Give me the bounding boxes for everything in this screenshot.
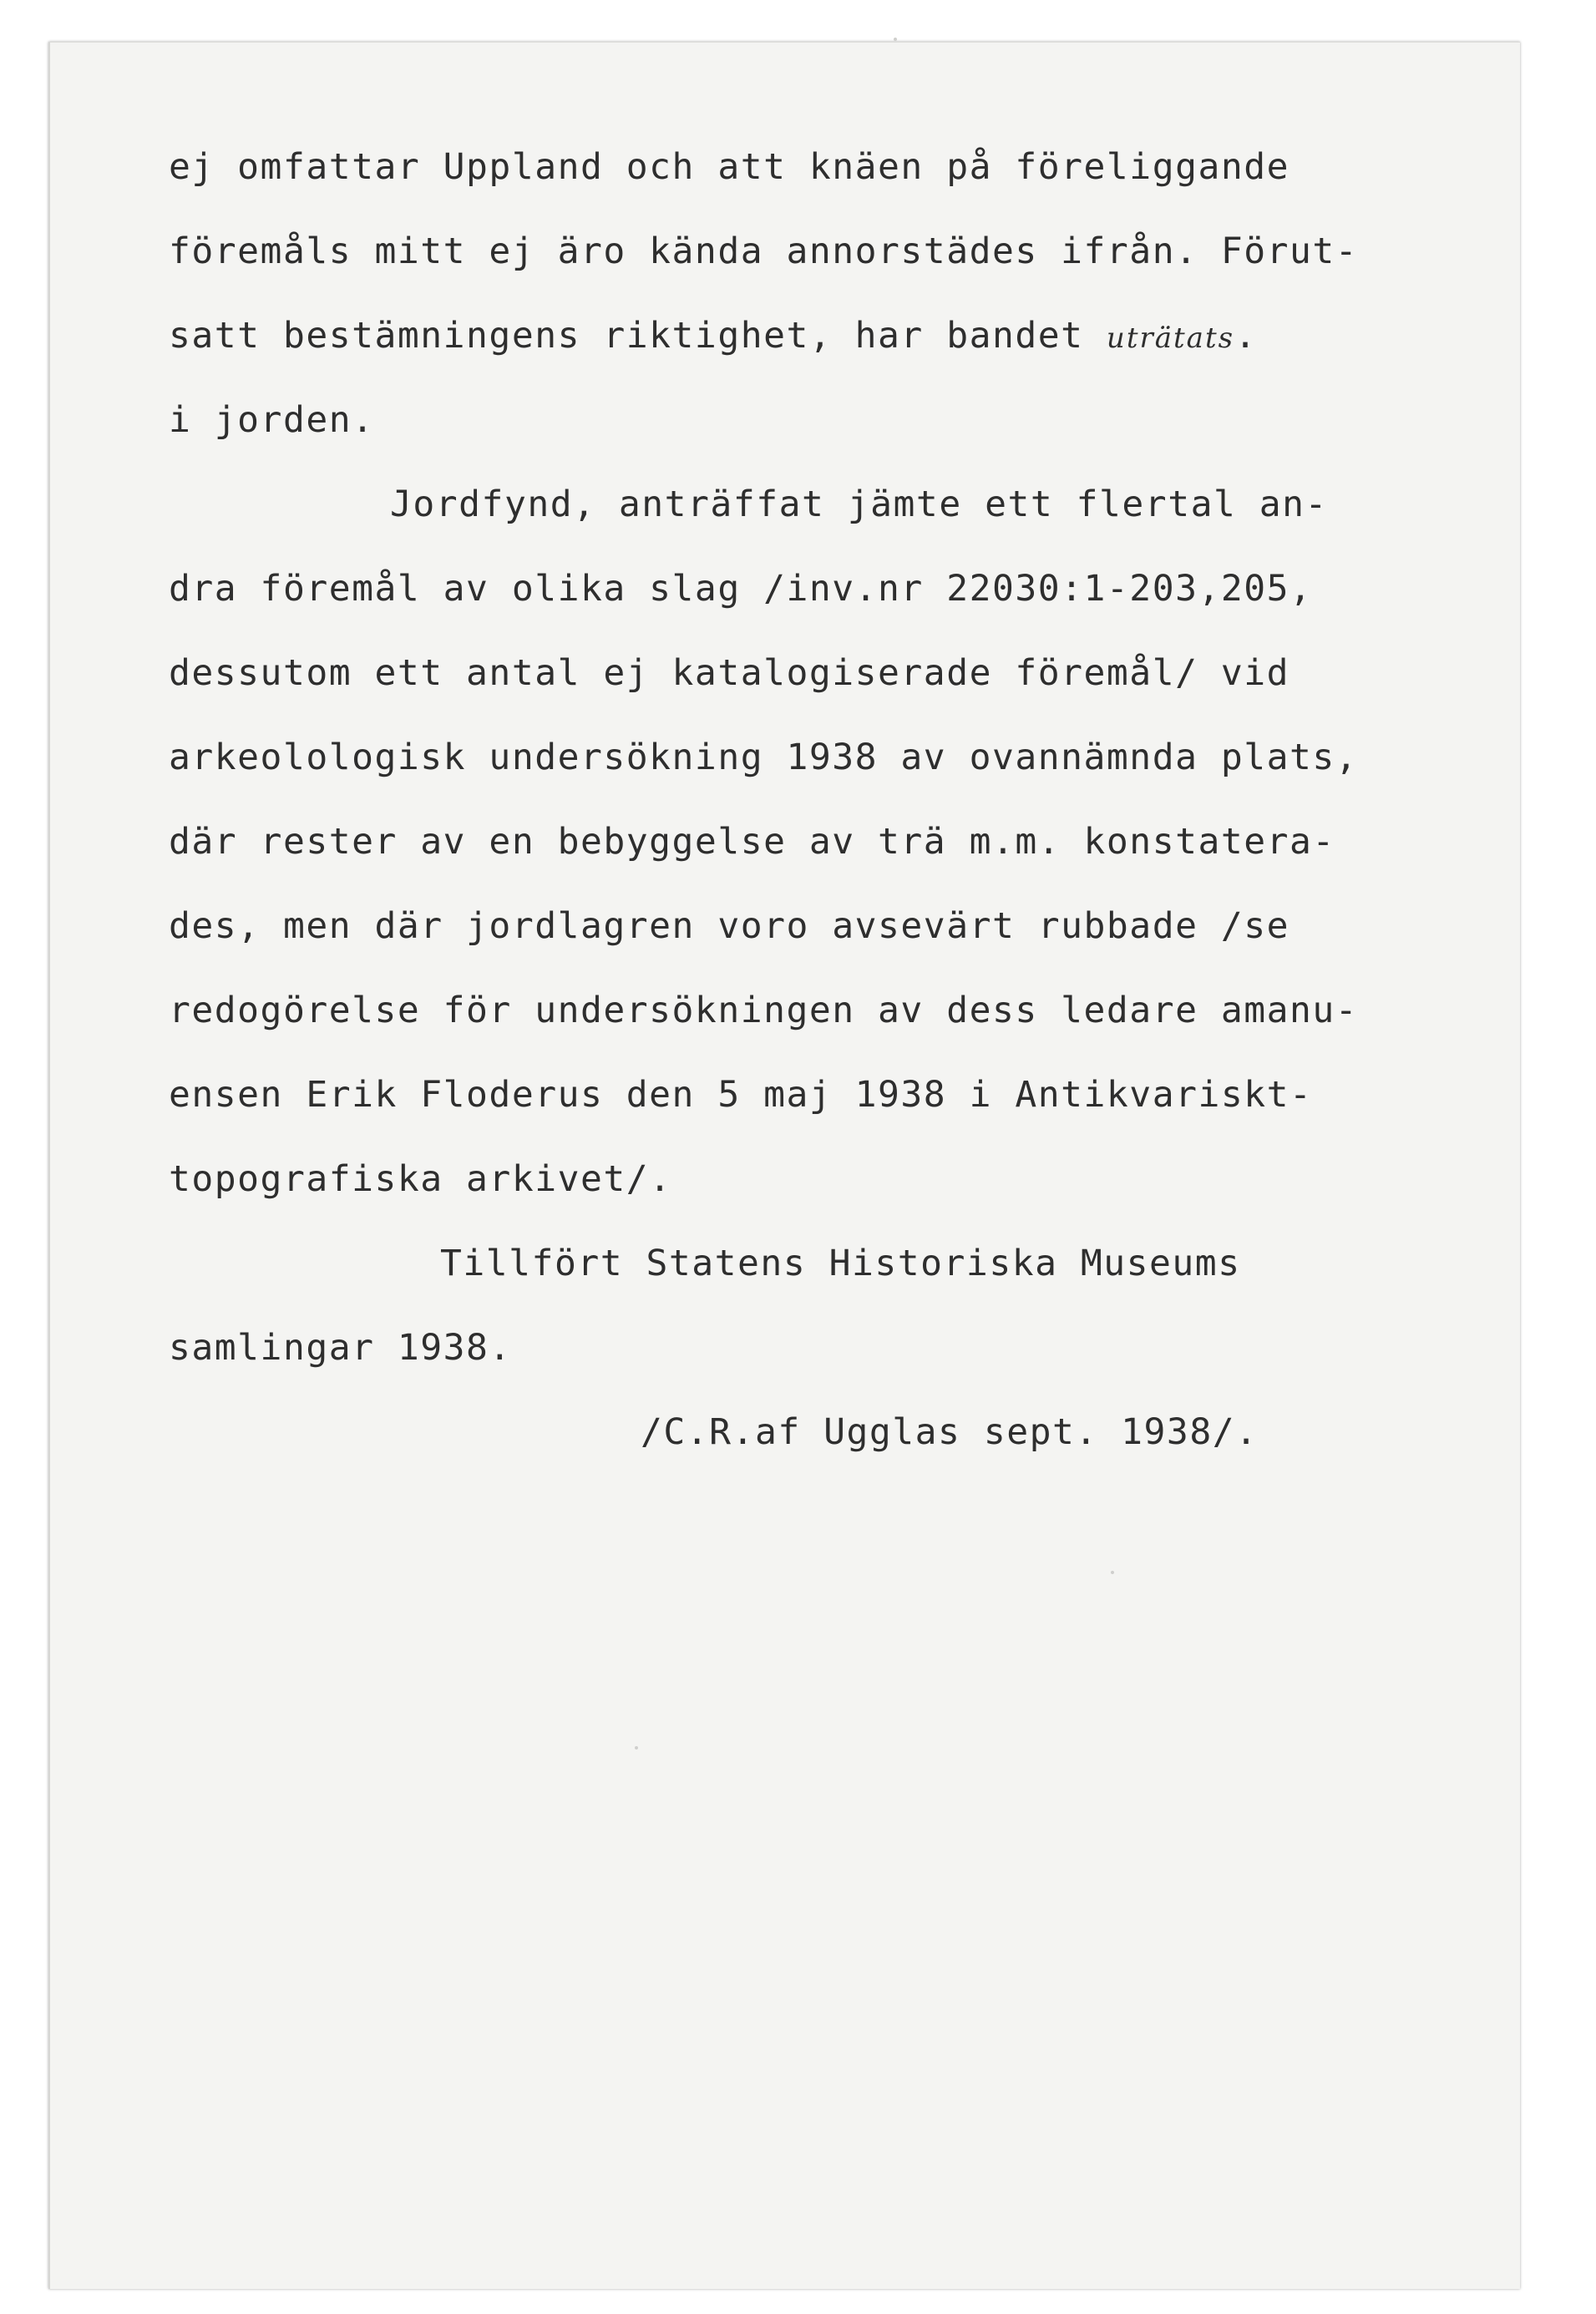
text-line: topografiska arkivet/. — [169, 1158, 672, 1200]
text-line: redogörelse för undersökningen av dess ledare amanu- — [169, 990, 1359, 1031]
paper-speck — [1111, 1571, 1114, 1574]
text-line: arkeolologisk undersökning 1938 av ovannämnda plats, — [169, 737, 1359, 778]
paragraph-start-line: Jordfynd, anträffat jämte ett flertal an- — [390, 484, 1328, 525]
text-line: där rester av en bebyggelse av trä m.m. konstatera- — [169, 821, 1335, 863]
text-line: dessutom ett antal ej katalogiserade föremål/ vid — [169, 652, 1290, 694]
text-line: ensen Erik Floderus den 5 maj 1938 i Antikvariskt- — [169, 1074, 1313, 1116]
text-line — [169, 294, 1505, 378]
text-line-end: . — [1234, 315, 1258, 357]
text-line: föremåls mitt ej äro kända annorstädes ifrån. Förut- — [169, 230, 1359, 272]
signature-line: /C.R.af Ugglas sept. 1938/. — [641, 1411, 1259, 1453]
paper-speck — [894, 38, 897, 41]
text-line: dra föremål av olika slag /inv.nr 22030:1-203,205, — [169, 568, 1313, 610]
paragraph-start-line: Tillfört Statens Historiska Museums — [440, 1243, 1241, 1284]
paper-speck — [635, 1746, 638, 1749]
text-line: ej omfattar Uppland och att knäen på föreliggande — [169, 146, 1290, 188]
text-line-typed: satt bestämningens riktighet, har bandet — [169, 315, 1107, 357]
typed-text-block — [169, 125, 1505, 1475]
handwritten-correction: uträtats — [1106, 322, 1235, 355]
text-line: samlingar 1938. — [169, 1327, 512, 1369]
text-line: i jorden. — [169, 399, 375, 441]
text-line: des, men där jordlagren voro avsevärt rubbade /se — [169, 905, 1290, 947]
